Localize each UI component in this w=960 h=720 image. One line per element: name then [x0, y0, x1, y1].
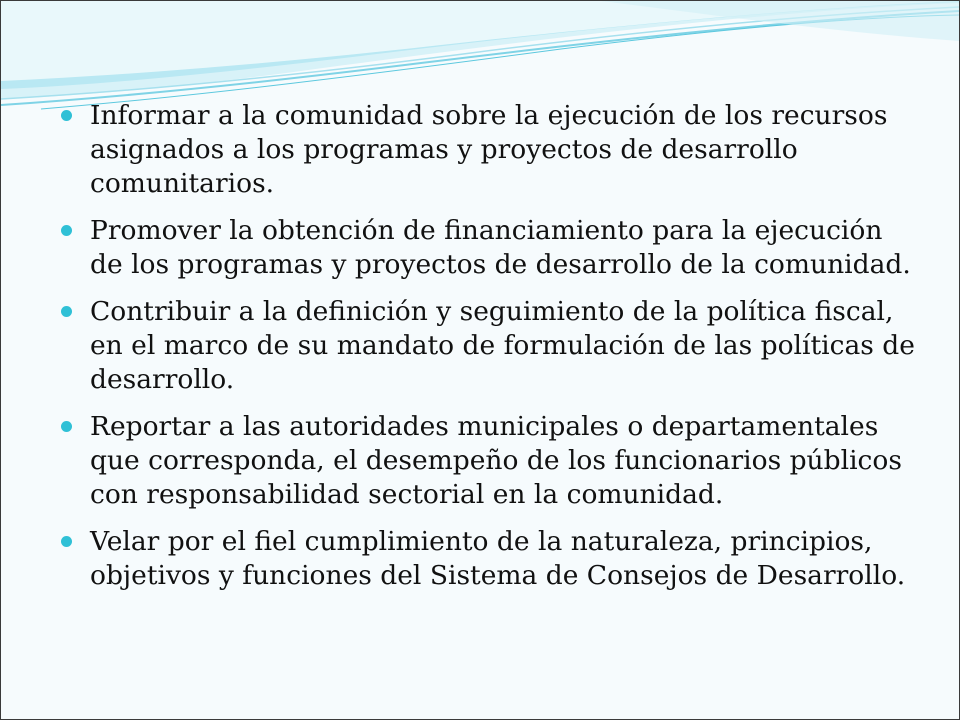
bullet-item — [61, 214, 921, 282]
bullet-item — [61, 525, 921, 593]
bullet-dot-icon — [61, 225, 72, 236]
bullet-list — [61, 99, 921, 606]
bullet-dot-icon — [61, 306, 72, 317]
bullet-item — [61, 295, 921, 397]
bullet-text: Informar a la comunidad sobre la ejecución de los recursos asignados a los programas y proyectos de desarrollo comunitarios. — [90, 100, 888, 199]
bullet-text: Velar por el fiel cumplimiento de la naturaleza, principios, objetivos y funciones del Sistema de Consejos de Desarrollo. — [90, 526, 906, 591]
bullet-dot-icon — [61, 110, 72, 121]
bullet-text: Promover la obtención de financiamiento para la ejecución de los programas y proyectos de desarrollo de la comunidad. — [90, 215, 911, 280]
bullet-text: Reportar a las autoridades municipales o departamentales que corresponda, el desempeño de los funcionarios públicos con responsabilidad sectorial en la comunidad. — [90, 411, 902, 510]
bullet-item — [61, 410, 921, 512]
bullet-item — [61, 99, 921, 201]
bullet-dot-icon — [61, 421, 72, 432]
bullet-text: Contribuir a la definición y seguimiento de la política fiscal, en el marco de su mandato de formulación de las políticas de desarrollo. — [90, 296, 915, 395]
bullet-dot-icon — [61, 536, 72, 547]
